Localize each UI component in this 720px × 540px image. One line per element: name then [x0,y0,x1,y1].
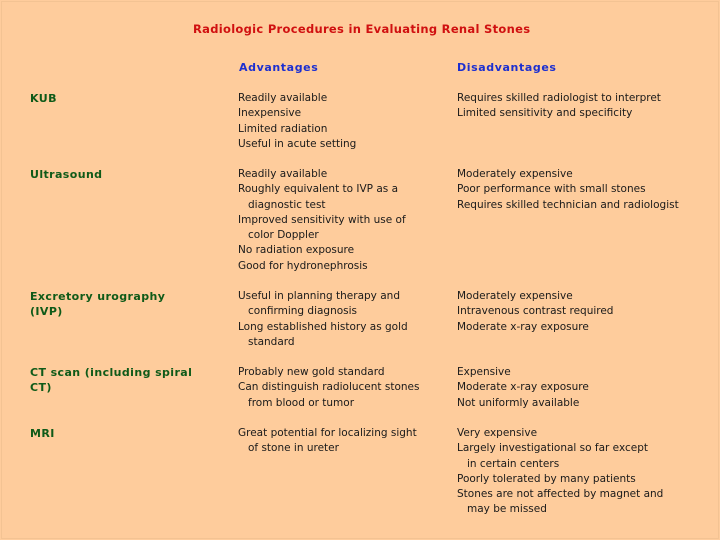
cell-line: Intravenous contrast required [457,305,614,318]
cell-line: Limited sensitivity and specificity [457,107,633,120]
disadvantages-cell [457,426,663,518]
cell-line: Improved sensitivity with use of [238,213,406,226]
advantages-cell [238,91,356,152]
cell-line: in certain centers [467,457,560,470]
disadvantages-cell [457,91,661,122]
row-label: KUB [30,92,57,105]
cell-line: Can distinguish radiolucent stones [238,381,420,394]
cell-line: Requires skilled technician and radiologist [457,198,679,211]
cell-line: Limited radiation [238,122,328,135]
advantages-cell [238,167,406,274]
cell-line: standard [248,335,295,348]
disadvantages-cell [457,289,613,335]
advantages-header: Advantages [239,61,319,74]
cell-line: Readily available [238,92,328,104]
cell-line: Moderately expensive [457,168,573,180]
cell-line: may be missed [467,503,547,516]
cell-line: Inexpensive [238,107,302,120]
cell-line: Useful in planning therapy and [238,290,400,302]
cell-line: diagnostic test [248,198,326,211]
cell-line: Largely investigational so far except [457,442,648,455]
cell-line: Poorly tolerated by many patients [457,472,636,485]
disadvantages-header: Disadvantages [457,61,557,74]
cell-line: Poor performance with small stones [457,183,646,196]
row-label: CT scan (including spiral CT) [30,366,193,395]
row-label: MRI [30,427,55,440]
cell-line: No radiation exposure [238,244,355,257]
row-label: Excretory urography (IVP) [30,290,166,319]
cell-line: Long established history as gold [238,320,408,333]
advantages-cell [238,365,419,411]
cell-line: Great potential for localizing sight [238,427,417,439]
cell-line: Probably new gold standard [238,366,385,378]
disadvantages-cell [457,365,589,411]
cell-line: Moderately expensive [457,290,573,302]
cell-line: Requires skilled radiologist to interpret [457,92,661,104]
cell-line: Expensive [457,366,511,378]
advantages-cell [238,426,417,457]
cell-line: Not uniformly available [457,396,580,409]
cell-line: Very expensive [457,427,538,439]
cell-line: Stones are not affected by magnet and [457,488,664,501]
row-label: Ultrasound [30,168,103,181]
slide-title: Radiologic Procedures in Evaluating Renal Stones [193,22,531,36]
cell-line: of stone in ureter [248,442,339,455]
cell-line: Moderate x-ray exposure [457,381,589,394]
cell-line: Roughly equivalent to IVP as a [238,183,399,196]
cell-line: Good for hydronephrosis [238,259,368,272]
cell-line: confirming diagnosis [248,305,358,318]
cell-line: from blood or tumor [248,396,355,409]
cell-line: Useful in acute setting [238,137,357,150]
disadvantages-cell [457,167,679,213]
cell-line: Readily available [238,168,328,180]
cell-line: Moderate x-ray exposure [457,320,589,333]
advantages-cell [238,289,408,350]
cell-line: color Doppler [248,229,319,242]
